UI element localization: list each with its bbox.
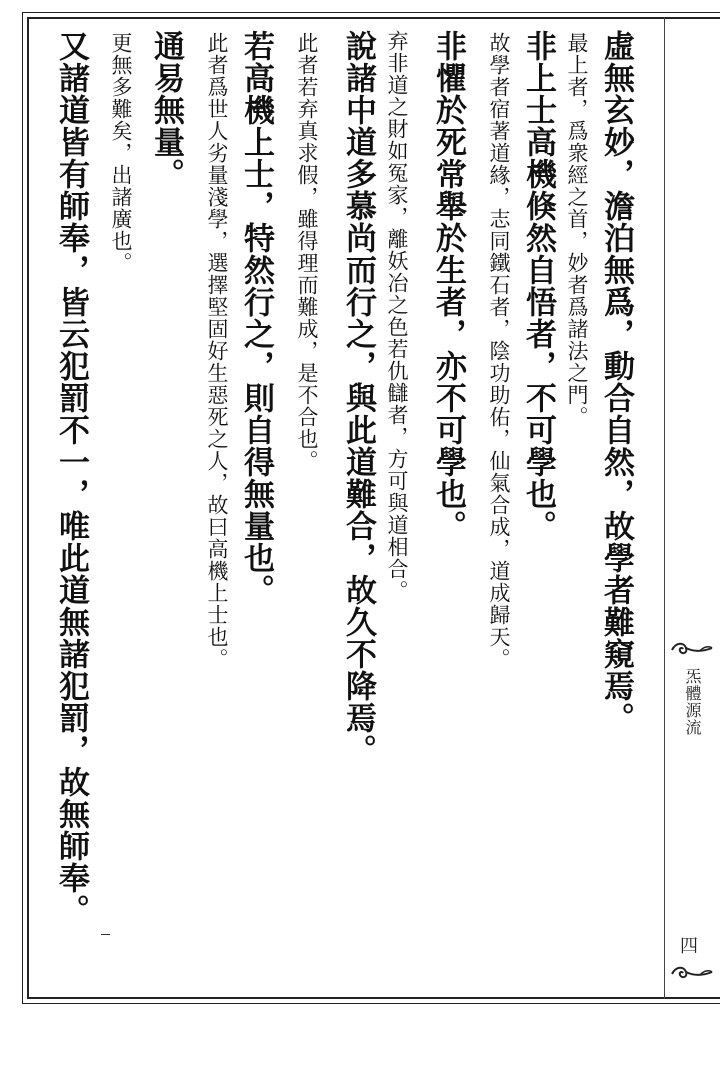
text-column-2: 非上士高機倏然自悟者，不可學也。 [520,30,556,542]
book-side-title: 炁體源流 [683,668,702,736]
text-column-7: 又諸道皆有師奉，皆云犯罰不一，唯此道無諸犯罰，故無師奉。 [53,30,89,926]
text-column-3: 非懼於死常舉於生者，亦不可學也。 [430,30,466,542]
commentary-column-4: 此者若弃真求假，雖得理而難成，是不合也。 [295,32,319,472]
commentary-column-5: 此者爲世人劣量淺學，選擇堅固好生惡死之人，故曰高機上士也。 [205,32,229,670]
commentary-column-3: 弃非道之財如冤家，離妖冶之色若仇讎者，方可與道相合。 [385,30,409,602]
text-column-6: 通易無量。 [148,30,184,190]
text-column-4: 說諸中道多慕尚而行之，與此道難合，故久不降焉。 [340,30,376,766]
stray-ink-mark [101,934,110,935]
commentary-column-2: 故學者宿著道緣，志同鐵石者，陰功助佑，仙氣合成，道成歸天。 [487,32,511,670]
text-column-1: 虛無玄妙，澹泊無爲，動合自然，故學者難窺焉。 [598,30,634,734]
cloud-ornament-icon [670,638,714,658]
margin-rule [664,17,665,999]
commentary-column-6: 更無多難矣，出諸廣也。 [109,32,133,274]
cloud-ornament-icon [670,962,714,982]
commentary-column-1: 最上者，爲衆經之首，妙者爲諸法之門。 [565,32,589,428]
page-number: 四 [680,936,698,957]
text-column-5: 若高機上士，特然行之，則自得無量也。 [238,30,274,606]
